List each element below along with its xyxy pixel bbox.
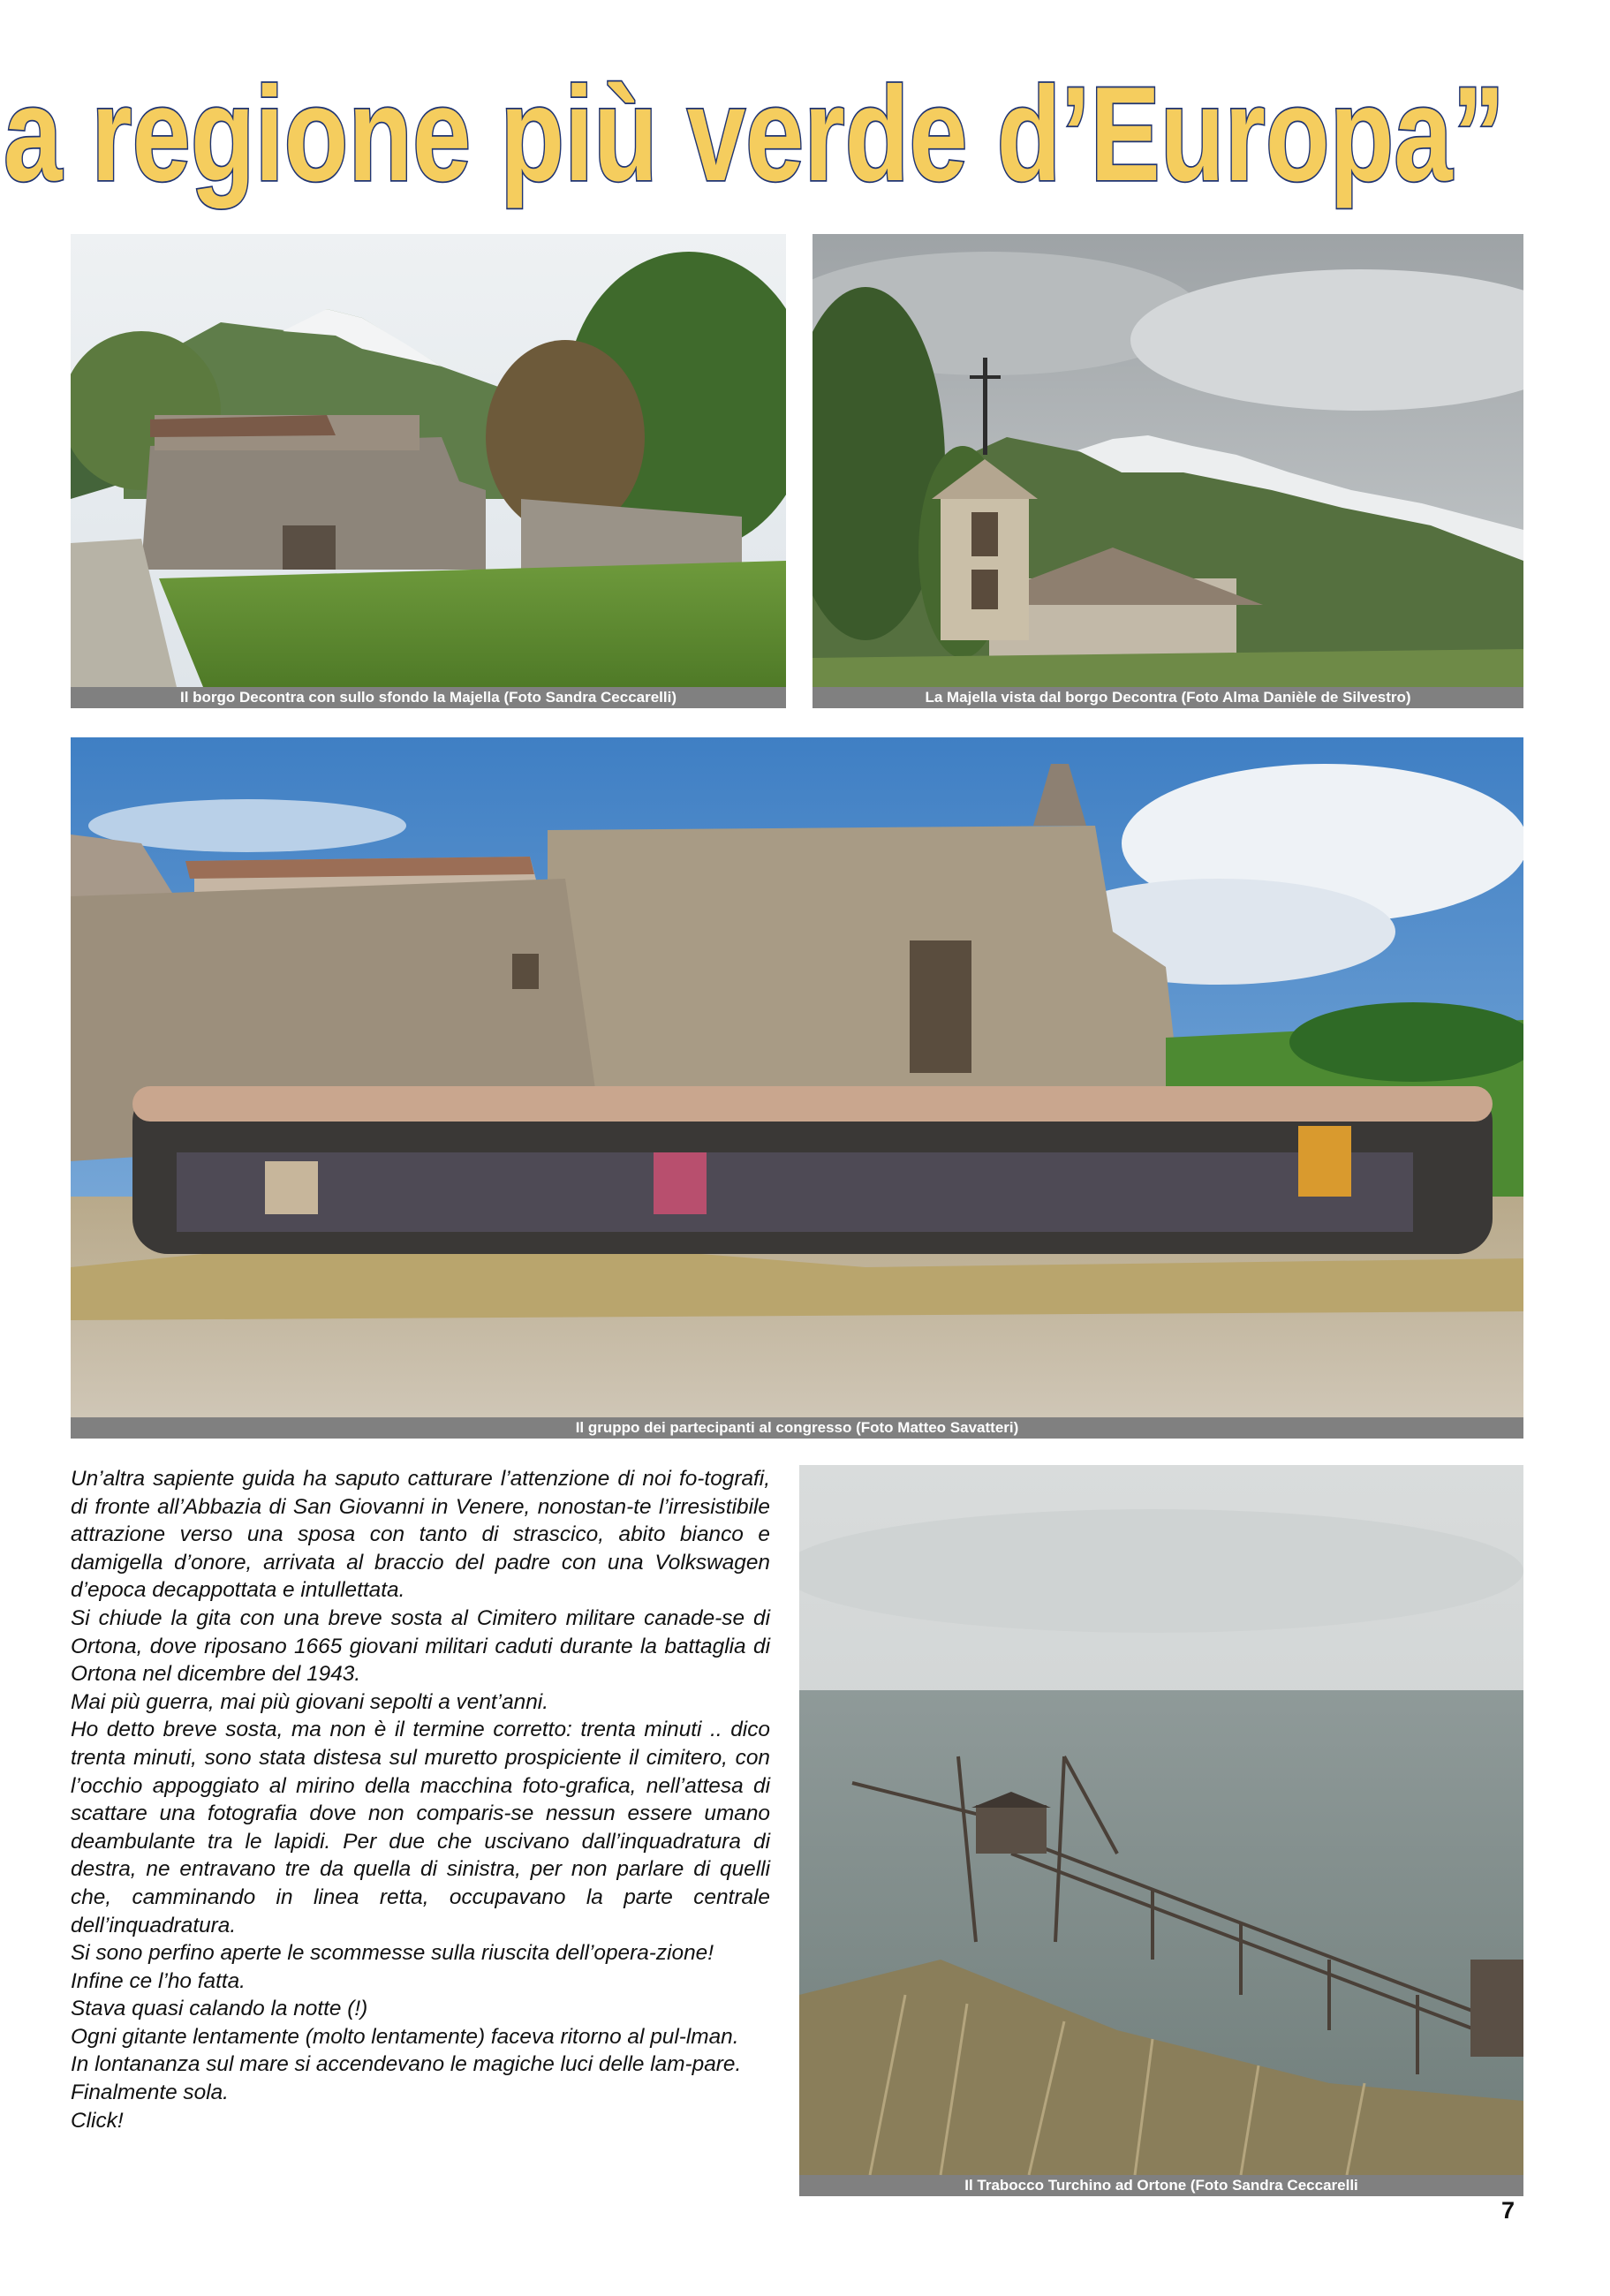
caption-decontra-village: Il borgo Decontra con sullo sfondo la Majella (Foto Sandra Ceccarelli) <box>71 687 786 708</box>
photo-majella-bell-tower <box>813 234 1523 687</box>
article-paragraph: Un’altra sapiente guida ha saputo catturare l’attenzione di noi fo-tografi, di fronte all’Abbazia di San Giovanni in Venere, nonostan-te l’irresistibile attrazione verso una sposa con tanto di strascico, abito bianco e damigella d’onore, arrivata al braccio del padre con una Volkswagen d’epoca decappottata e intullettata. <box>71 1467 770 1603</box>
caption-trabocco-turchino: Il Trabocco Turchino ad Ortone (Foto Sandra Ceccarelli <box>799 2175 1523 2196</box>
article-paragraph: Si sono perfino aperte le scommesse sulla riuscita dell’opera-zione! <box>71 1941 714 1966</box>
article-paragraph: Ogni gitante lentamente (molto lentamente) faceva ritorno al pul-lman. <box>71 2024 739 2049</box>
headline <box>0 74 1610 215</box>
article-paragraph: Ho detto breve sosta, ma non è il termine corretto: trenta minuti .. dico trenta minuti, sono stata distesa sul muretto prospiciente il cimitero, con l’occhio appoggiato al mirino della macchina foto-grafica, nell’attesa di scattare una fotografia dove non comparis-se nessun essere umano deambulante tra le lapidi. Per due che uscivano dall’inquadratura di destra, ne entravano tre da quella di sinistra, per non parlare di quelli che, camminando in linea retta, occupavano la parte centrale dell’inquadratura. <box>71 1718 770 1937</box>
page-number: 7 <box>1501 2197 1516 2224</box>
article-paragraph: Mai più guerra, mai più giovani sepolti a vent’anni. <box>71 1689 548 1714</box>
photo-congress-group <box>71 737 1523 1417</box>
photo-decontra-village <box>71 234 786 687</box>
article-paragraph: Finalmente sola. <box>71 2081 229 2105</box>
article-paragraph: Click! <box>71 2108 124 2133</box>
article-paragraph: Stava quasi calando la notte (!) <box>71 1997 368 2021</box>
headline-text: a regione più verde d’Europa” <box>4 74 1505 209</box>
article-paragraph: In lontananza sul mare si accendevano le magiche luci delle lam-pare. <box>71 2052 742 2077</box>
photo-trabocco-turchino <box>799 1465 1523 2175</box>
article-paragraph: Si chiude la gita con una breve sosta al Cimitero militare canade-se di Ortona, dove riposano 1665 giovani militari caduti durante la battaglia di Ortona nel dicembre del 1943. <box>71 1605 770 1687</box>
article-body <box>71 1465 770 2134</box>
caption-congress-group: Il gruppo dei partecipanti al congresso (Foto Matteo Savatteri) <box>71 1417 1523 1439</box>
article-paragraph: Infine ce l’ho fatta. <box>71 1968 246 1993</box>
caption-majella-bell-tower: La Majella vista dal borgo Decontra (Foto Alma Danièle de Silvestro) <box>813 687 1523 708</box>
